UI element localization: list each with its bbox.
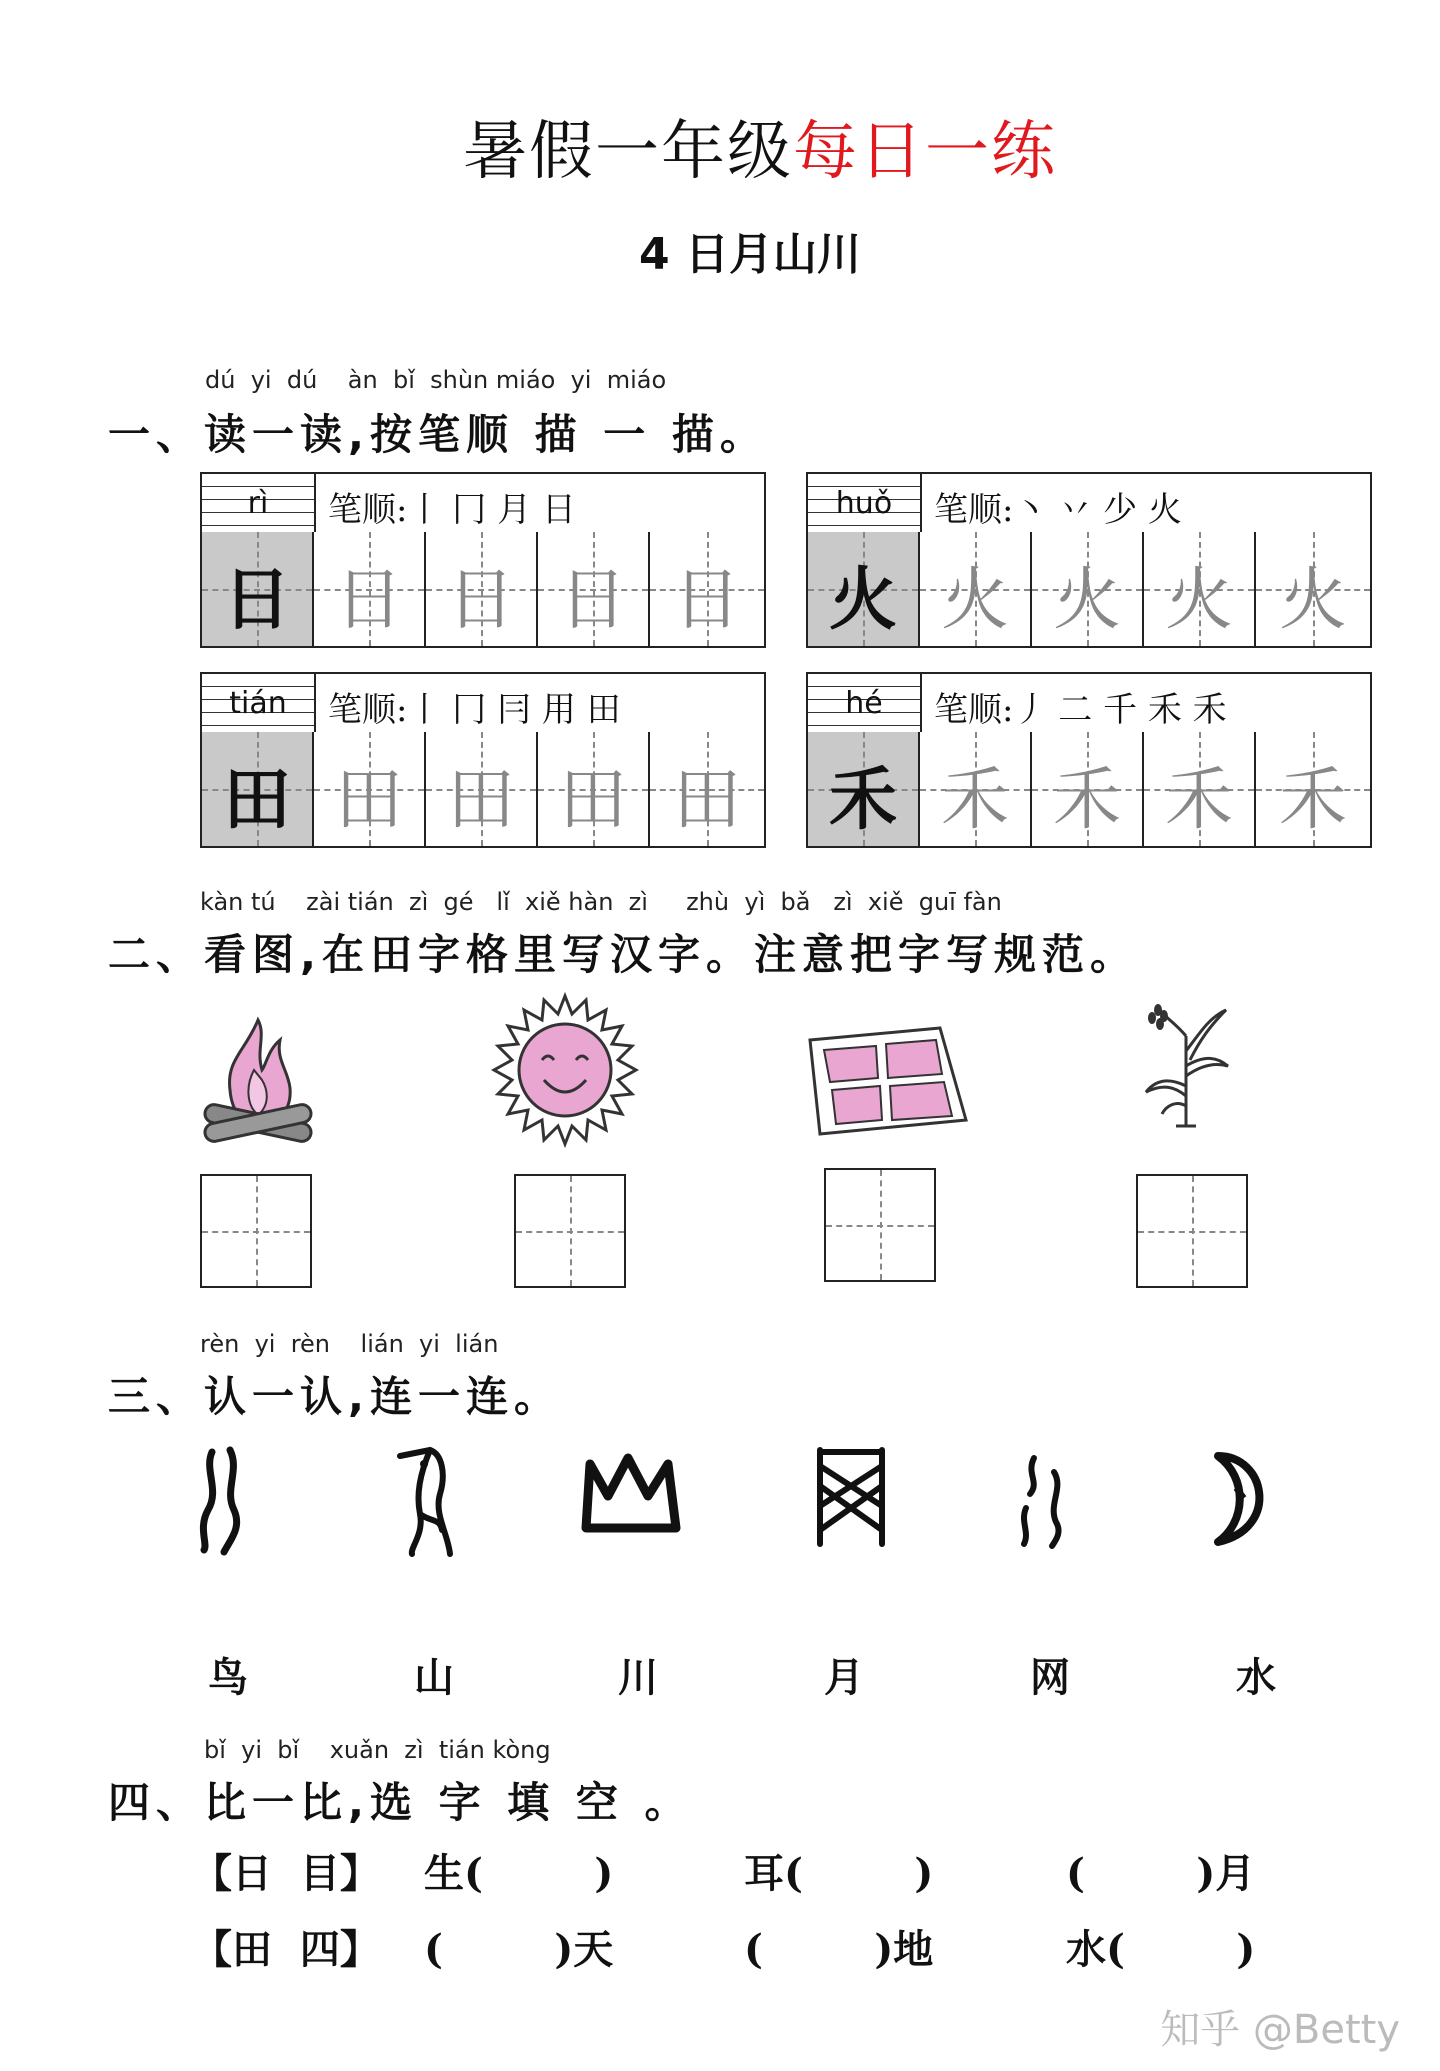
trace-char: 日 (558, 561, 627, 640)
section4-pinyin: bǐ yi bǐ xuǎn zì tián kòng (204, 1736, 551, 1764)
mountain-glyph[interactable] (580, 1452, 682, 1536)
trace-cell[interactable] (920, 532, 1032, 646)
write-box-4[interactable] (1136, 1174, 1248, 1288)
fire-icon (196, 1010, 320, 1150)
model-char-cell (202, 532, 314, 646)
stroke-box-tian (200, 672, 766, 848)
connect-char-chuan[interactable]: 川 (618, 1654, 658, 1701)
trace-char: 禾 (1164, 761, 1233, 840)
write-box-2[interactable] (514, 1174, 626, 1288)
pinyin-cell (202, 474, 316, 532)
trace-char: 田 (334, 761, 403, 840)
stroke-order: 笔顺:丨 冂 冃 用 田 (328, 690, 621, 730)
trace-char: 禾 (940, 761, 1009, 840)
pinyin-cell (808, 474, 922, 532)
pinyin-text: huǒ (835, 486, 893, 521)
row1-blank-b[interactable]: 耳( ) (744, 1850, 934, 1897)
pinyin-cell (202, 674, 316, 732)
trace-cell[interactable] (1144, 532, 1256, 646)
connect-char-niao[interactable]: 鸟 (208, 1654, 248, 1701)
sun-icon (490, 992, 640, 1150)
trace-char: 日 (334, 561, 403, 640)
model-char-cell (808, 732, 920, 846)
model-char-cell (808, 532, 920, 646)
net-glyph[interactable] (812, 1446, 890, 1548)
title-black: 暑假一年级 (463, 115, 793, 189)
section3-heading: 三、认一认,连一连。 (108, 1372, 562, 1421)
row2-blank-a[interactable]: ( )天 (424, 1926, 614, 1973)
trace-char: 日 (672, 561, 741, 640)
field-icon (790, 1020, 974, 1140)
stroke-order: 笔顺:丿 二 千 禾 禾 (934, 690, 1227, 730)
stroke-box-he (806, 672, 1372, 848)
pinyin-cell (808, 674, 922, 732)
write-box-3[interactable] (824, 1168, 936, 1282)
trace-char: 日 (446, 561, 515, 640)
trace-cell[interactable] (1144, 732, 1256, 846)
trace-cell[interactable] (1256, 732, 1370, 846)
row2-blank-c[interactable]: 水( ) (1066, 1926, 1256, 1973)
connect-char-yue[interactable]: 月 (824, 1654, 864, 1701)
trace-char: 禾 (1278, 761, 1347, 840)
model-char: 日 (222, 560, 291, 640)
model-char: 田 (222, 760, 291, 840)
row1-choices: 【日 目】 (192, 1850, 380, 1897)
trace-char: 田 (672, 761, 741, 840)
trace-char: 田 (558, 761, 627, 840)
row1-blank-c[interactable]: ( )月 (1066, 1850, 1256, 1897)
trace-char: 火 (1052, 561, 1121, 640)
connect-char-wang[interactable]: 网 (1030, 1654, 1070, 1701)
trace-cell[interactable] (426, 732, 538, 846)
connect-char-shui[interactable]: 水 (1236, 1654, 1276, 1701)
stroke-box-huo (806, 472, 1372, 648)
moon-glyph[interactable] (1206, 1448, 1280, 1550)
section2-heading: 二、看图,在田字格里写汉字。注意把字写规范。 (108, 930, 1138, 979)
section3-pinyin: rèn yi rèn lián yi lián (200, 1330, 499, 1358)
row2-blank-b[interactable]: ( )地 (744, 1926, 934, 1973)
trace-char: 禾 (1052, 761, 1121, 840)
model-char-cell (202, 732, 314, 846)
trace-cell[interactable] (314, 532, 426, 646)
watermark: 知乎 @Betty (1160, 2007, 1400, 2053)
river-glyph[interactable] (1016, 1452, 1068, 1550)
stroke-order: 笔顺:丨 冂 月 日 (328, 490, 576, 530)
section4-heading: 四、比一比,选 字 填 空 。 (108, 1778, 693, 1827)
section1-pinyin: dú yi dú àn bǐ shùn miáo yi miáo (205, 366, 667, 394)
trace-cell[interactable] (650, 532, 764, 646)
row1-blank-a[interactable]: 生( ) (424, 1850, 614, 1897)
trace-char: 田 (446, 761, 515, 840)
trace-cell[interactable] (920, 732, 1032, 846)
section1-heading: 一、读一读,按笔顺 描 一 描。 (108, 410, 768, 459)
trace-cell[interactable] (650, 732, 764, 846)
row2-choices: 【田 四】 (192, 1926, 380, 1973)
trace-cell[interactable] (538, 732, 650, 846)
trace-cell[interactable] (314, 732, 426, 846)
trace-cell[interactable] (1256, 532, 1370, 646)
trace-cell[interactable] (1032, 732, 1144, 846)
title-red: 每日一练 (793, 115, 1057, 189)
pinyin-text: rì (247, 486, 269, 521)
trace-cell[interactable] (1032, 532, 1144, 646)
write-box-1[interactable] (200, 1174, 312, 1288)
model-char: 禾 (828, 760, 897, 840)
stroke-box-ri (200, 472, 766, 648)
stroke-order: 笔顺:丶 丷 少 火 (934, 490, 1182, 530)
trace-cell[interactable] (426, 532, 538, 646)
lesson-subtitle: 4 日月山川 (639, 229, 861, 280)
trace-char: 火 (1278, 561, 1347, 640)
bird-glyph[interactable] (390, 1444, 470, 1562)
rice-plant-icon (1136, 996, 1236, 1130)
model-char: 火 (828, 560, 897, 640)
pinyin-text: hé (845, 686, 883, 721)
section2-pinyin: kàn tú zài tián zì gé lǐ xiě hàn zì zhù yì bǎ zì xiě guī fàn (200, 888, 1002, 916)
connect-char-shan[interactable]: 山 (414, 1654, 454, 1701)
trace-cell[interactable] (538, 532, 650, 646)
page-title (0, 100, 1440, 192)
trace-char: 火 (940, 561, 1009, 640)
pinyin-text: tián (229, 686, 287, 721)
water-glyph[interactable] (190, 1440, 254, 1560)
trace-char: 火 (1164, 561, 1233, 640)
